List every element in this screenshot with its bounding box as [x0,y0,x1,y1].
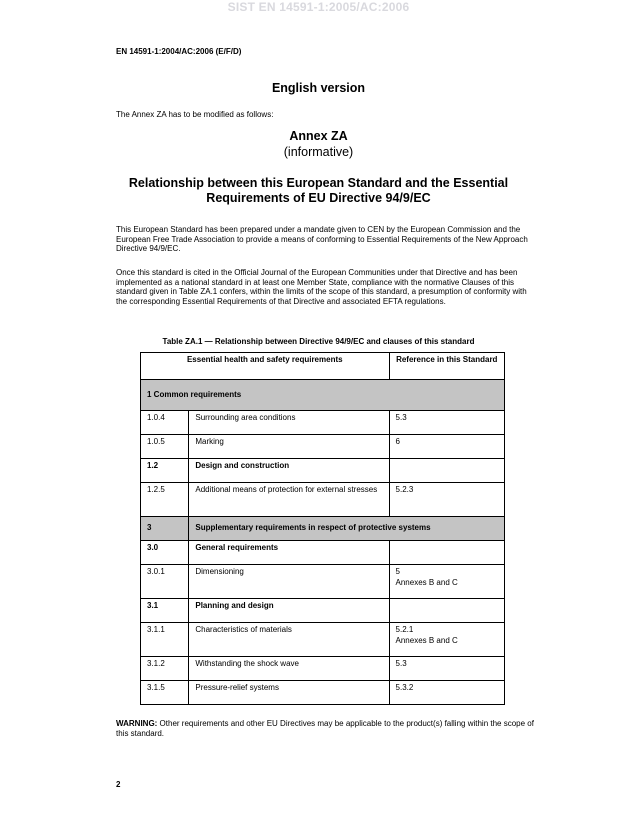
row-number: 3.1.1 [141,623,189,657]
row-description: Planning and design [189,599,389,623]
row-reference [389,541,504,565]
header-reference: Reference in this Standard [389,353,504,380]
table-row [141,459,505,483]
table-row [141,435,505,459]
row-number: 3.0.1 [141,565,189,599]
table-row [141,517,505,541]
row-description: Supplementary requirements in respect of protective systems [189,517,505,541]
row-number: 3.1 [141,599,189,623]
paragraph-mandate: This European Standard has been prepared under a mandate given to CEN by the European Commission and the European Free Trade Association to provide a means of conforming to Essential Requirements of the New Approach Directive 94/9/EC. [116,225,528,254]
table-row [141,623,505,657]
row-reference: 5.3 [389,411,504,435]
row-description: Additional means of protection for external stresses [189,483,389,517]
row-description: Surrounding area conditions [189,411,389,435]
row-reference: 5.2.3 [389,483,504,517]
page-number: 2 [116,780,121,789]
table-header-row [141,353,505,380]
watermark: SIST EN 14591-1:2005/AC:2006 [227,0,410,14]
row-number: 3.0 [141,541,189,565]
row-description: Marking [189,435,389,459]
row-description: General requirements [189,541,389,565]
reference-annexes: Annexes B and C [395,577,458,587]
paragraph-presumption: Once this standard is cited in the Official Journal of the European Communities under that Directive and has been implemented as a national standard in at least one Member State, compliance with the normative Clauses of this standard given in Table ZA.1 confers, within the limits of the scope of this standard, a presumption of conformity with the corresponding Essential Requirements of that Directive and associated EFTA regulations. [116,268,527,306]
row-description: Design and construction [189,459,389,483]
reference-annexes: Annexes B and C [395,635,458,645]
table-row [141,565,505,599]
table-row [141,599,505,623]
row-description: Dimensioning [189,565,389,599]
document-id: EN 14591-1:2004/AC:2006 (E/F/D) [116,47,242,56]
reference-clause: 5 [395,567,400,576]
row-reference: 5.3 [389,657,504,681]
row-reference [389,599,504,623]
row-number: 1.2 [141,459,189,483]
row-number: 3.1.5 [141,681,189,705]
relationship-title-line2: Requirements of EU Directive 94/9/EC [206,190,431,205]
annex-title: Annex ZA [289,129,348,143]
version-title: English version [271,81,366,95]
table-row [141,657,505,681]
table-row [141,541,505,565]
row-reference: 5.3.2 [389,681,504,705]
annex-subtitle: (informative) [283,145,354,159]
row-number: 1.2.5 [141,483,189,517]
row-number: 3.1.2 [141,657,189,681]
row-description: Pressure-relief systems [189,681,389,705]
warning-text: Other requirements and other EU Directives may be applicable to the product(s) falling within the scope of this standard. [116,719,534,738]
warning-note [116,719,536,739]
section-common-requirements: 1 Common requirements [141,380,505,411]
row-description: Withstanding the shock wave [189,657,389,681]
row-reference: 6 [389,435,504,459]
header-requirements: Essential health and safety requirements [141,353,390,380]
requirements-table [140,352,505,705]
relationship-title [0,176,637,205]
section-row [141,380,505,411]
row-reference [389,623,504,657]
intro-text: The Annex ZA has to be modified as follows: [116,110,274,119]
table-row [141,411,505,435]
row-reference [389,565,504,599]
table-row [141,681,505,705]
row-number: 3 [141,517,189,541]
table-caption: Table ZA.1 — Relationship between Directive 94/9/EC and clauses of this standard [162,337,475,346]
reference-clause: 5.2.1 [395,625,414,634]
row-description: Characteristics of materials [189,623,389,657]
row-reference [389,459,504,483]
row-number: 1.0.4 [141,411,189,435]
relationship-title-line1: Relationship between this European Standard and the Essential [128,176,509,190]
warning-label: WARNING: [116,719,158,728]
row-number: 1.0.5 [141,435,189,459]
table-row [141,483,505,517]
